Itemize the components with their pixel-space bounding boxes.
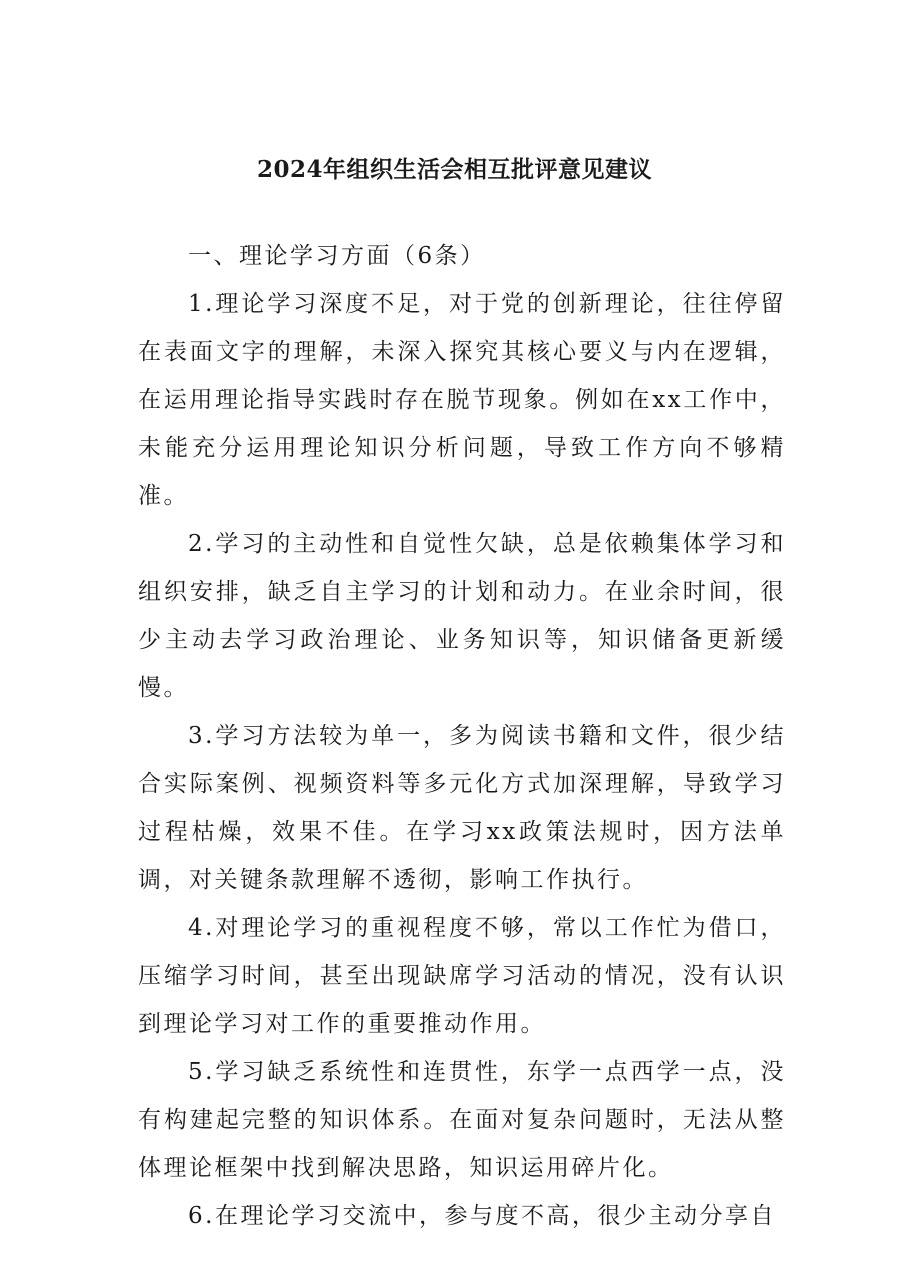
document-body [138, 232, 786, 1240]
list-item-2: 2.学习的主动性和自觉性欠缺，总是依赖集体学习和组织安排，缺乏自主学习的计划和动力。在业余时间，很少主动去学习政治理论、业务知识等，知识储备更新缓慢。 [138, 531, 786, 701]
section-heading: 一、理论学习方面（6条） [188, 243, 486, 269]
list-item-4: 4.对理论学习的重视程度不够，常以工作忙为借口，压缩学习时间，甚至出现缺席学习活动的情况，没有认识到理论学习对工作的重要推动作用。 [138, 915, 786, 1037]
list-item-1: 1.理论学习深度不足，对于党的创新理论，往往停留在表面文字的理解，未深入探究其核心要义与内在逻辑，在运用理论指导实践时存在脱节现象。例如在xx工作中，未能充分运用理论知识分析问题，导致工作方向不够精准。 [138, 291, 786, 509]
list-item-3: 3.学习方法较为单一，多为阅读书籍和文件，很少结合实际案例、视频资料等多元化方式加深理解，导致学习过程枯燥，效果不佳。在学习xx政策法规时，因方法单调，对关键条款理解不透彻，影响工作执行。 [138, 723, 786, 893]
list-item-5: 5.学习缺乏系统性和连贯性，东学一点西学一点，没有构建起完整的知识体系。在面对复杂问题时，无法从整体理论框架中找到解决思路，知识运用碎片化。 [138, 1059, 786, 1181]
list-item-6: 6.在理论学习交流中，参与度不高，很少主动分享自 [188, 1203, 776, 1229]
document-title: 2024年组织生活会相互批评意见建议 [256, 156, 652, 183]
